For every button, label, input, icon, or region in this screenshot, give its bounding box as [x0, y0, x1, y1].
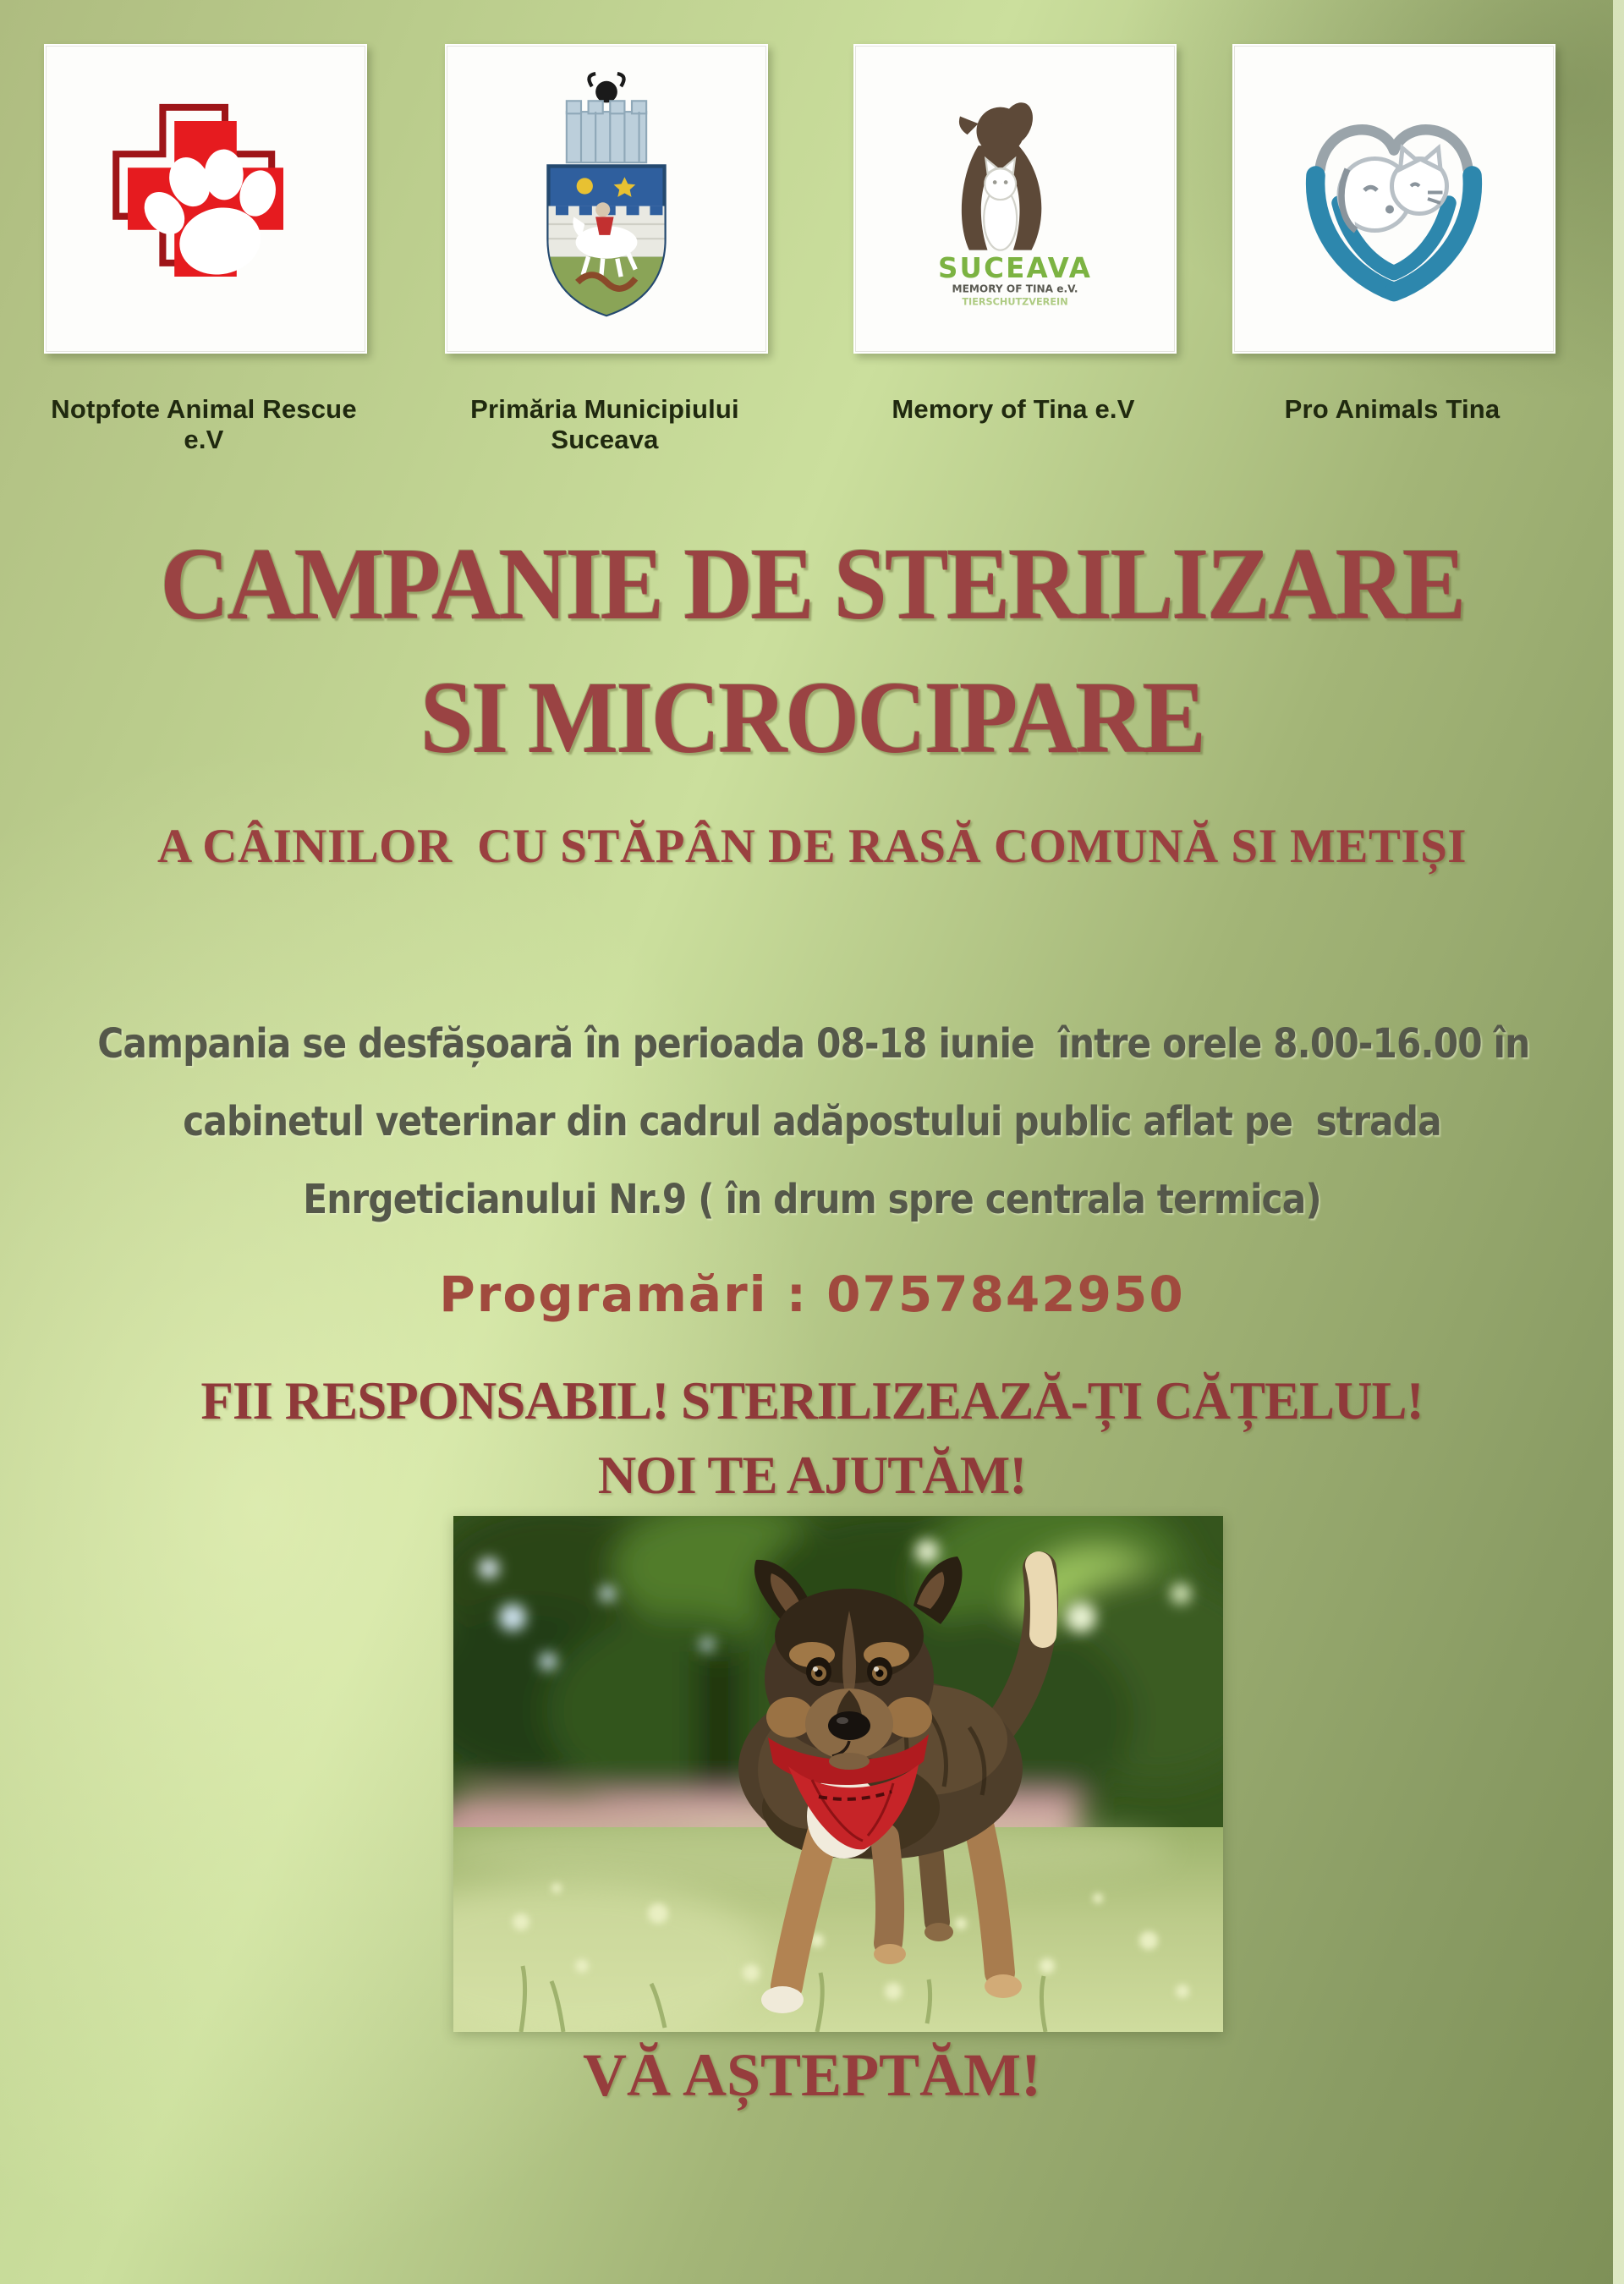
partner-label-notpfote: Notpfote Animal Rescue e.V: [51, 394, 357, 454]
campaign-details: [0, 1005, 1624, 1238]
campaign-subtitle: [0, 819, 1624, 874]
campaign-details-line2: cabinetul veterinar din cadrul adăpostului public aflat pe strada: [183, 1098, 1441, 1145]
partner-card-notpfote: [44, 44, 367, 354]
cta-block: [0, 1364, 1624, 1513]
cta-line2: NOI TE AJUTĂM!: [597, 1446, 1027, 1505]
right-edge-strip: [1613, 0, 1624, 2284]
campaign-subtitle-text: A CÂINILOR CU STĂPÂN DE RASĂ COMUNĂ SI METIȘI: [157, 820, 1467, 873]
campaign-details-line1: Campania se desfășoară în perioada 08-18 iunie între orele 8.00-16.00 în: [97, 1020, 1530, 1068]
appointments-text: Programări : 0757842950: [439, 1266, 1185, 1323]
heart-hands-pets-icon: [1288, 76, 1500, 321]
red-cross-paw-icon: [108, 72, 303, 326]
suceava-logo-subtitle: MEMORY OF TINA e.V.: [952, 283, 1078, 295]
suceava-logo-title: SUCEAVA: [937, 252, 1093, 285]
closing-block: [0, 2040, 1624, 2111]
campaign-details-line3: Enrgeticianului Nr.9 ( în drum spre centrala termica): [303, 1176, 1321, 1223]
campaign-title: [0, 518, 1624, 785]
closing-text: VĂ AȘTEPTĂM!: [582, 2041, 1042, 2109]
dog-running-with-red-bandana-photo: [453, 1516, 1223, 2032]
partner-card-memory-of-tina: [853, 44, 1177, 354]
partner-card-pro-animals: [1232, 44, 1555, 354]
suceava-coat-of-arms-icon: [513, 72, 700, 326]
suceava-logo-note: TIERSCHUTZVEREIN: [962, 296, 1068, 308]
appointments-line: [0, 1266, 1624, 1323]
partner-label-pro-animals: Pro Animals Tina: [1284, 394, 1501, 424]
campaign-title-line2: SI MICROCIPARE: [420, 661, 1204, 775]
cta-line1: FII RESPONSABIL! STERILIZEAZĂ-ȚI CĂȚELUL!: [200, 1371, 1424, 1430]
partner-card-primaria: [445, 44, 768, 354]
partner-label-memory-of-tina: Memory of Tina e.V: [892, 394, 1135, 424]
campaign-title-line1: CAMPANIE DE STERILIZARE: [160, 527, 1464, 641]
dog-cat-silhouette-icon: [905, 72, 1125, 326]
partner-label-primaria: Primăria Municipiului Suceava: [470, 394, 739, 454]
